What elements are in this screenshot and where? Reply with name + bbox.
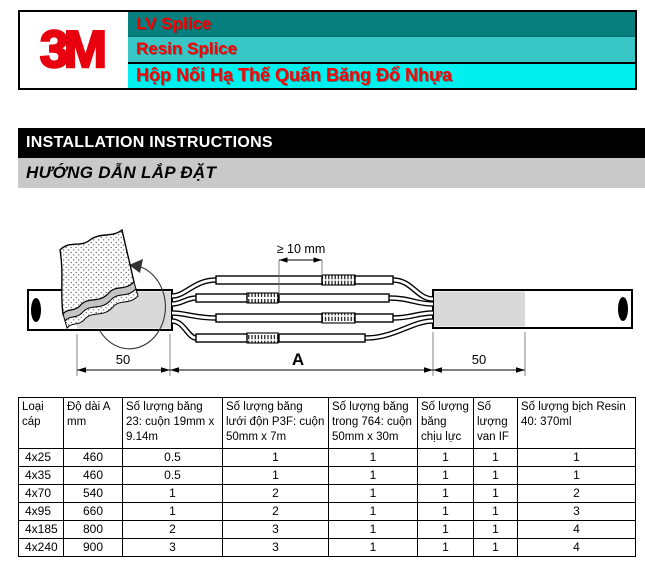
banner-row-resin-splice: [128, 36, 635, 61]
table-row: [19, 484, 636, 502]
table-cell: 1: [518, 466, 636, 484]
table-cell: 460: [64, 466, 123, 484]
splice-kit-selection-table: [18, 397, 636, 557]
wire-bottom: [172, 321, 433, 343]
table-cell: 1: [329, 502, 418, 520]
banner-label: Resin Splice: [136, 39, 238, 59]
table-cell: 1: [418, 520, 474, 538]
right-abraded-band: [434, 292, 525, 327]
col-header-strength-tape: Số lượng băng chịu lực: [418, 398, 474, 449]
table-cell: 4: [518, 538, 636, 556]
dim-label-a: A: [291, 350, 305, 369]
table-cell: 540: [64, 484, 123, 502]
table-cell: 1: [418, 502, 474, 520]
table-cell: 2: [123, 520, 223, 538]
table-cell: 2: [518, 484, 636, 502]
3m-logo: 3M: [39, 21, 103, 79]
table-cell: 4x70: [19, 484, 64, 502]
min-gap-label: ≥ 10 mm: [276, 242, 326, 256]
installation-instructions-bar: [18, 128, 645, 158]
banner-label: LV Splice: [136, 14, 212, 34]
col-header-if-valve: Số lượng van IF: [474, 398, 518, 449]
wire-second: [172, 293, 433, 304]
table-cell: 3: [223, 538, 329, 556]
table-cell: 4: [518, 520, 636, 538]
table-cell: 3: [223, 520, 329, 538]
table-row: [19, 502, 636, 520]
table-cell: 1: [418, 538, 474, 556]
table-cell: 4x95: [19, 502, 64, 520]
table-row: [19, 466, 636, 484]
right-cable: [433, 290, 632, 328]
right-cable-end: [618, 297, 628, 321]
col-header-tape-23: Số lượng băng 23: cuộn 19mm x 9.14m: [123, 398, 223, 449]
header: [18, 10, 637, 90]
table-cell: 1: [329, 466, 418, 484]
header-banners: [128, 12, 635, 88]
banner-row-vietnamese-title: [128, 62, 635, 88]
crimp-connector: [247, 293, 278, 303]
table-cell: 1: [223, 466, 329, 484]
table-cell: 4x240: [19, 538, 64, 556]
table-cell: 1: [474, 520, 518, 538]
table-cell: 0.5: [123, 448, 223, 466]
table-cell: 2: [223, 502, 329, 520]
col-header-p3f-mesh-tape: Số lượng băng lưới độn P3F: cuộn 50mm x 7m: [223, 398, 329, 449]
table-cell: 1: [123, 484, 223, 502]
table-cell: 1: [474, 466, 518, 484]
col-header-length-a: Độ dài A mm: [64, 398, 123, 449]
crimp-connector: [322, 313, 355, 323]
table-cell: 1: [418, 448, 474, 466]
table-cell: 1: [223, 448, 329, 466]
table-cell: 900: [64, 538, 123, 556]
table-cell: 1: [123, 502, 223, 520]
banner-label: Hộp Nối Hạ Thế Quấn Băng Đổ Nhựa: [136, 65, 453, 86]
table-cell: 800: [64, 520, 123, 538]
table-cell: 1: [418, 466, 474, 484]
col-header-cable-type: Loại cáp: [19, 398, 64, 449]
table-cell: 1: [474, 538, 518, 556]
table-cell: 460: [64, 448, 123, 466]
col-header-tape-764: Số lượng băng trong 764: cuộn 50mm x 30m: [329, 398, 418, 449]
splice-diagram: [20, 196, 640, 392]
table-cell: 0.5: [123, 466, 223, 484]
table-cell: 1: [329, 520, 418, 538]
table-header-row: [19, 398, 636, 449]
table-cell: 4x185: [19, 520, 64, 538]
table-cell: 1: [329, 448, 418, 466]
table-cell: 1: [474, 448, 518, 466]
table-cell: 1: [329, 538, 418, 556]
page-title-vi: HƯỚNG DẪN LẮP ĐẶT: [26, 163, 217, 182]
brand-logo: [20, 12, 128, 88]
table-cell: 3: [123, 538, 223, 556]
crimp-connector: [247, 333, 278, 343]
left-cable-end: [31, 298, 41, 322]
table-row: [19, 538, 636, 556]
table-cell: 1: [474, 502, 518, 520]
table-row: [19, 520, 636, 538]
table-cell: 660: [64, 502, 123, 520]
page-title-en: INSTALLATION INSTRUCTIONS: [26, 134, 273, 151]
table-cell: 2: [223, 484, 329, 502]
min-gap-dimension: [277, 242, 326, 295]
table-cell: 4x25: [19, 448, 64, 466]
table-cell: 3: [518, 502, 636, 520]
table-cell: 1: [418, 484, 474, 502]
huong-dan-lap-dat-bar: [18, 158, 645, 188]
col-header-resin-bag: Số lượng bịch Resin 40: 370ml: [518, 398, 636, 449]
dim-label-right-50: 50: [471, 352, 487, 367]
table-row: [19, 448, 636, 466]
dim-label-left-50: 50: [115, 352, 131, 367]
banner-row-lv-splice: [128, 12, 635, 36]
table-cell: 4x35: [19, 466, 64, 484]
table-cell: 1: [518, 448, 636, 466]
table-cell: 1: [474, 484, 518, 502]
table-cell: 1: [329, 484, 418, 502]
wire-third: [172, 313, 433, 323]
crimp-connector: [322, 275, 355, 285]
